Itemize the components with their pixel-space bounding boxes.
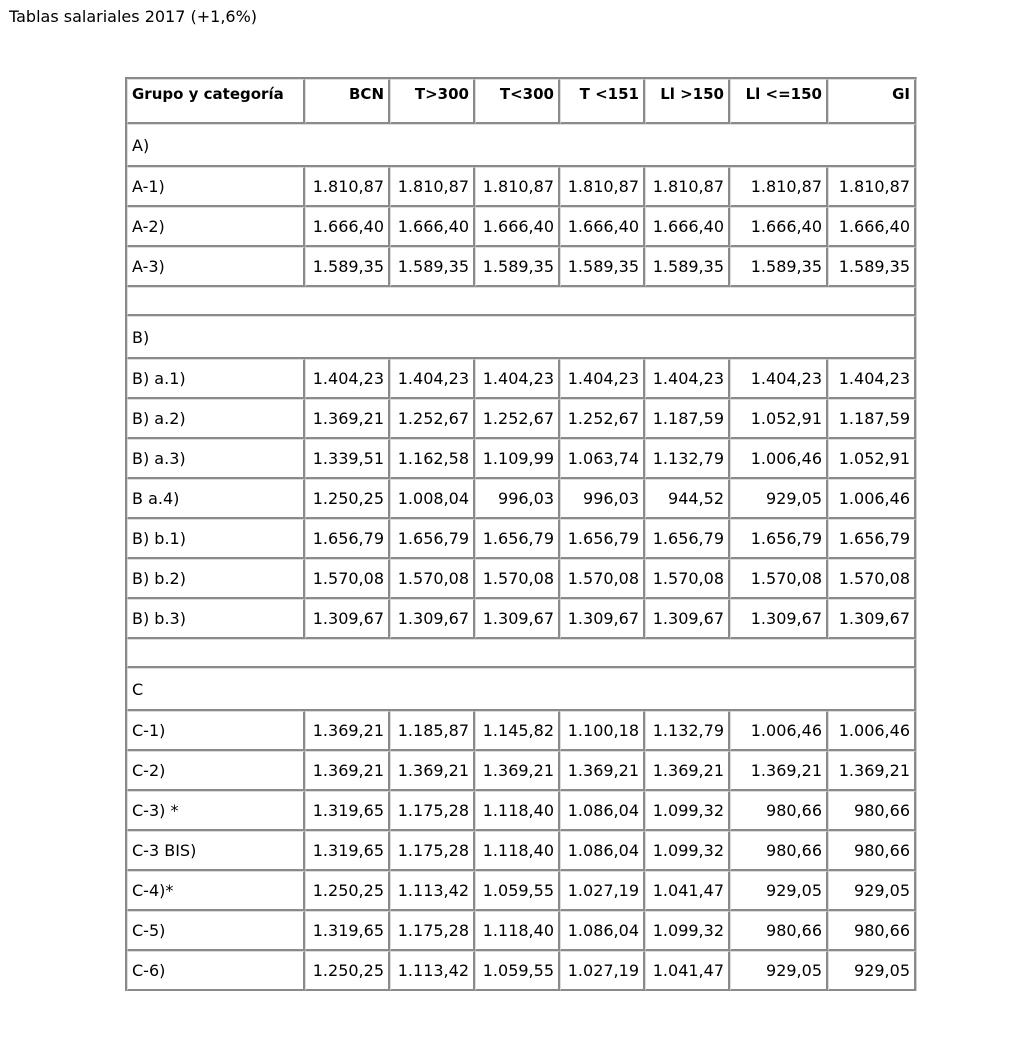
salary-cell: 1.656,79 (475, 519, 560, 559)
table-row (127, 479, 916, 519)
salary-cell: 929,05 (828, 871, 916, 911)
salary-cell: 1.404,23 (560, 359, 645, 399)
salary-cell: 1.309,67 (305, 599, 390, 639)
salary-cell: 1.041,47 (645, 951, 730, 991)
category-cell: B a.4) (127, 479, 305, 519)
table-row (127, 711, 916, 751)
salary-cell: 1.369,21 (475, 751, 560, 791)
table-row (127, 559, 916, 599)
salary-cell: 1.404,23 (390, 359, 475, 399)
salary-cell: 1.666,40 (305, 207, 390, 247)
group-label: B) (127, 316, 916, 359)
salary-cell: 1.309,67 (828, 599, 916, 639)
salary-cell: 1.109,99 (475, 439, 560, 479)
salary-cell: 1.187,59 (645, 399, 730, 439)
salary-cell: 1.006,46 (828, 711, 916, 751)
salary-cell: 1.404,23 (305, 359, 390, 399)
header-grupo-categoria: Grupo y categoría (127, 79, 305, 124)
salary-cell: 1.309,67 (390, 599, 475, 639)
salary-cell: 1.810,87 (828, 167, 916, 207)
salary-cell: 1.404,23 (828, 359, 916, 399)
salary-cell: 1.132,79 (645, 711, 730, 751)
group-row (127, 316, 916, 359)
salary-cell: 1.570,08 (475, 559, 560, 599)
salary-cell: 1.250,25 (305, 479, 390, 519)
salary-cell: 1.252,67 (560, 399, 645, 439)
category-cell: B) b.2) (127, 559, 305, 599)
salary-cell: 1.369,21 (560, 751, 645, 791)
table-row (127, 831, 916, 871)
salary-cell: 1.369,21 (828, 751, 916, 791)
salary-cell: 1.027,19 (560, 871, 645, 911)
salary-cell: 1.250,25 (305, 951, 390, 991)
salary-cell: 1.006,46 (730, 711, 828, 751)
salary-cell: 944,52 (645, 479, 730, 519)
salary-cell: 929,05 (730, 479, 828, 519)
table-header-row (127, 79, 916, 124)
salary-cell: 1.319,65 (305, 831, 390, 871)
salary-cell: 996,03 (475, 479, 560, 519)
table-body (127, 124, 916, 991)
category-cell: A-2) (127, 207, 305, 247)
table-row (127, 207, 916, 247)
salary-cell: 1.666,40 (730, 207, 828, 247)
salary-cell: 1.086,04 (560, 831, 645, 871)
salary-cell: 1.656,79 (560, 519, 645, 559)
salary-cell: 1.369,21 (305, 711, 390, 751)
table-row (127, 167, 916, 207)
group-label: C (127, 668, 916, 711)
salary-cell: 1.185,87 (390, 711, 475, 751)
spacer-row (127, 639, 916, 668)
salary-cell: 1.309,67 (560, 599, 645, 639)
spacer-cell (127, 287, 916, 316)
salary-cell: 1.319,65 (305, 791, 390, 831)
category-cell: C-6) (127, 951, 305, 991)
salary-cell: 1.113,42 (390, 951, 475, 991)
group-row (127, 668, 916, 711)
salary-cell: 1.589,35 (475, 247, 560, 287)
category-cell: A-1) (127, 167, 305, 207)
table-row (127, 951, 916, 991)
salary-cell: 1.052,91 (730, 399, 828, 439)
salary-cell: 980,66 (730, 791, 828, 831)
salary-cell: 1.006,46 (828, 479, 916, 519)
salary-cell: 1.656,79 (730, 519, 828, 559)
category-cell: B) b.3) (127, 599, 305, 639)
salary-cell: 929,05 (730, 951, 828, 991)
salary-cell: 1.027,19 (560, 951, 645, 991)
salary-cell: 1.052,91 (828, 439, 916, 479)
salary-cell: 1.656,79 (305, 519, 390, 559)
salary-cell: 1.187,59 (828, 399, 916, 439)
salary-table (125, 77, 917, 991)
salary-cell: 1.309,67 (730, 599, 828, 639)
salary-cell: 1.570,08 (828, 559, 916, 599)
category-cell: C-5) (127, 911, 305, 951)
salary-cell: 1.086,04 (560, 791, 645, 831)
header-t-under-151: T <151 (560, 79, 645, 124)
salary-cell: 1.589,35 (645, 247, 730, 287)
salary-cell: 1.100,18 (560, 711, 645, 751)
salary-cell: 996,03 (560, 479, 645, 519)
salary-cell: 1.086,04 (560, 911, 645, 951)
table-row (127, 439, 916, 479)
salary-cell: 980,66 (828, 831, 916, 871)
salary-cell: 1.132,79 (645, 439, 730, 479)
category-cell: C-2) (127, 751, 305, 791)
header-ll-over-150: Ll >150 (645, 79, 730, 124)
header-gi: GI (828, 79, 916, 124)
salary-cell: 1.099,32 (645, 791, 730, 831)
salary-cell: 1.589,35 (560, 247, 645, 287)
salary-cell: 1.369,21 (730, 751, 828, 791)
salary-cell: 1.666,40 (560, 207, 645, 247)
salary-cell: 1.252,67 (390, 399, 475, 439)
salary-cell: 1.041,47 (645, 871, 730, 911)
group-row (127, 124, 916, 167)
salary-cell: 1.250,25 (305, 871, 390, 911)
salary-cell: 980,66 (828, 911, 916, 951)
salary-cell: 1.063,74 (560, 439, 645, 479)
salary-cell: 1.309,67 (475, 599, 560, 639)
header-ll-max-150: Ll <=150 (730, 79, 828, 124)
salary-cell: 1.810,87 (730, 167, 828, 207)
category-cell: C-1) (127, 711, 305, 751)
salary-cell: 1.404,23 (645, 359, 730, 399)
table-row (127, 599, 916, 639)
group-label: A) (127, 124, 916, 167)
header-t-under-300: T<300 (475, 79, 560, 124)
salary-cell: 1.666,40 (475, 207, 560, 247)
salary-cell: 1.589,35 (828, 247, 916, 287)
salary-cell: 1.589,35 (730, 247, 828, 287)
salary-cell: 1.589,35 (390, 247, 475, 287)
salary-cell: 1.810,87 (645, 167, 730, 207)
salary-cell: 1.162,58 (390, 439, 475, 479)
salary-cell: 1.656,79 (390, 519, 475, 559)
salary-cell: 1.570,08 (730, 559, 828, 599)
table-row (127, 871, 916, 911)
category-cell: B) b.1) (127, 519, 305, 559)
salary-cell: 1.656,79 (645, 519, 730, 559)
salary-cell: 1.404,23 (475, 359, 560, 399)
salary-cell: 1.006,46 (730, 439, 828, 479)
table-row (127, 751, 916, 791)
category-cell: B) a.3) (127, 439, 305, 479)
salary-cell: 1.666,40 (645, 207, 730, 247)
salary-cell: 1.118,40 (475, 831, 560, 871)
salary-cell: 1.404,23 (730, 359, 828, 399)
salary-cell: 1.339,51 (305, 439, 390, 479)
salary-cell: 1.175,28 (390, 831, 475, 871)
category-cell: A-3) (127, 247, 305, 287)
salary-cell: 980,66 (730, 831, 828, 871)
table-row (127, 519, 916, 559)
salary-cell: 1.118,40 (475, 791, 560, 831)
salary-cell: 1.666,40 (390, 207, 475, 247)
header-bcn: BCN (305, 79, 390, 124)
category-cell: B) a.1) (127, 359, 305, 399)
salary-cell: 929,05 (730, 871, 828, 911)
salary-cell: 1.252,67 (475, 399, 560, 439)
salary-cell: 1.175,28 (390, 911, 475, 951)
salary-cell: 1.319,65 (305, 911, 390, 951)
salary-cell: 1.810,87 (305, 167, 390, 207)
salary-cell: 1.309,67 (645, 599, 730, 639)
salary-cell: 1.175,28 (390, 791, 475, 831)
table-row (127, 911, 916, 951)
header-t-over-300: T>300 (390, 79, 475, 124)
spacer-cell (127, 639, 916, 668)
category-cell: C-3) * (127, 791, 305, 831)
table-row (127, 247, 916, 287)
salary-cell: 1.589,35 (305, 247, 390, 287)
salary-cell: 1.810,87 (390, 167, 475, 207)
salary-cell: 1.113,42 (390, 871, 475, 911)
salary-cell: 980,66 (730, 911, 828, 951)
salary-cell: 1.059,55 (475, 871, 560, 911)
salary-cell: 1.145,82 (475, 711, 560, 751)
spacer-row (127, 287, 916, 316)
salary-cell: 1.570,08 (390, 559, 475, 599)
salary-cell: 929,05 (828, 951, 916, 991)
salary-cell: 1.570,08 (560, 559, 645, 599)
salary-cell: 1.118,40 (475, 911, 560, 951)
table-row (127, 399, 916, 439)
salary-cell: 1.570,08 (645, 559, 730, 599)
salary-cell: 1.666,40 (828, 207, 916, 247)
salary-cell: 1.369,21 (305, 751, 390, 791)
salary-cell: 1.099,32 (645, 831, 730, 871)
salary-cell: 980,66 (828, 791, 916, 831)
salary-cell: 1.369,21 (305, 399, 390, 439)
category-cell: B) a.2) (127, 399, 305, 439)
salary-cell: 1.099,32 (645, 911, 730, 951)
category-cell: C-4)* (127, 871, 305, 911)
salary-cell: 1.059,55 (475, 951, 560, 991)
salary-cell: 1.369,21 (390, 751, 475, 791)
table-row (127, 359, 916, 399)
page-title: Tablas salariales 2017 (+1,6%) (9, 7, 258, 26)
salary-cell: 1.369,21 (645, 751, 730, 791)
salary-cell: 1.570,08 (305, 559, 390, 599)
salary-cell: 1.810,87 (560, 167, 645, 207)
salary-cell: 1.656,79 (828, 519, 916, 559)
salary-cell: 1.008,04 (390, 479, 475, 519)
table-row (127, 791, 916, 831)
category-cell: C-3 BIS) (127, 831, 305, 871)
salary-cell: 1.810,87 (475, 167, 560, 207)
